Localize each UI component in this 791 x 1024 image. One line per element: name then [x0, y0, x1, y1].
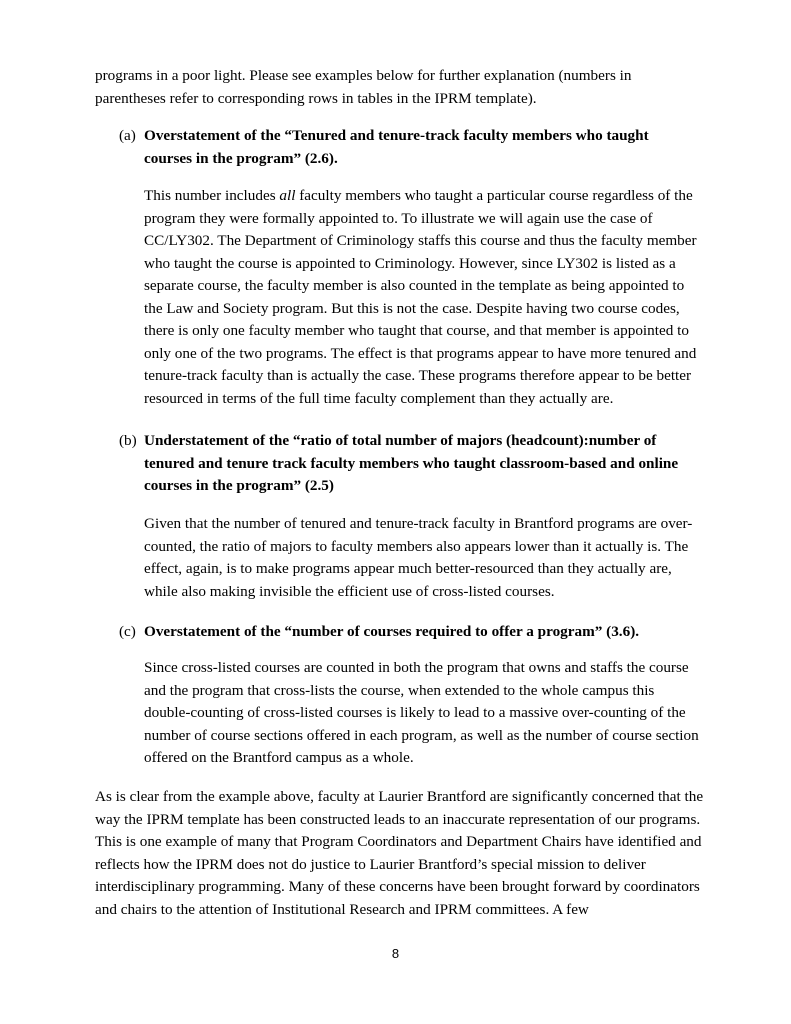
item-body — [144, 185, 702, 410]
item-heading: Understatement of the “ratio of total number of majors (headcount):number of tenured and tenure track faculty members who taught classroom-based and online courses in the program” (2.5) — [144, 432, 679, 494]
intro-paragraph: programs in a poor light. Please see examples below for further explanation (numbers in parentheses refer to corresponding rows in tables in the IPRM template). — [95, 67, 632, 107]
item-heading: Overstatement of the “number of courses required to offer a program” (3.6). — [144, 623, 640, 640]
item-body-text: This number includes — [144, 187, 280, 204]
item-label: (c) — [119, 623, 136, 640]
item-body: Given that the number of tenured and tenure-track faculty in Brantford programs are over-counted, the ratio of majors to faculty members also appears lower than it actually is. The effect, again, is to make programs appear much better-resourced than they actually are, while also making invisible the efficient use of cross-listed courses. — [144, 515, 693, 600]
item-body-text: faculty members who taught a particular course regardless of the program they were formally appointed to. To illustrate we will again use the case of CC/LY302. The Department of Criminology staffs this course and thus the faculty member who taught the course is appointed to Criminology. However, since LY302 is listed as a separate course, the faculty member is also counted in the template as being appointed to the Law and Society program. But this is not the case. Despite having two course codes, there is only one faculty member who taught that course, and that member is appointed to only one of the two programs. The effect is that programs appear to have more tenured and tenure-track faculty than is actually the case. These programs therefore appear to be better resourced in terms of the full time faculty complement than they actually are. — [144, 187, 697, 407]
item-body-emphasis: all — [279, 187, 296, 204]
closing-paragraph: As is clear from the example above, faculty at Laurier Brantford are significantly concerned that the way the IPRM template has been constructed leads to an inaccurate representation of our programs. This is one example of many that Program Coordinators and Department Chairs have identified and reflects how the IPRM does not do justice to Laurier Brantford’s special mission to deliver interdisciplinary programming. Many of these concerns have been brought forward by coordinators and chairs to the attention of Institutional Research and IPRM committees. A few — [95, 788, 704, 918]
item-label: (a) — [119, 127, 136, 144]
item-heading: Overstatement of the “Tenured and tenure-track faculty members who taught courses in the program” (2.6). — [144, 127, 649, 167]
page-number: 8 — [391, 946, 400, 961]
item-body: Since cross-listed courses are counted in both the program that owns and staffs the course and the program that cross-lists the course, when extended to the whole campus this double-counting of cross-listed courses is likely to lead to a massive over-counting of the number of course sections offered in each program, as well as the number of course section offered on the Brantford campus as a whole. — [144, 659, 699, 766]
item-label: (b) — [119, 432, 137, 449]
